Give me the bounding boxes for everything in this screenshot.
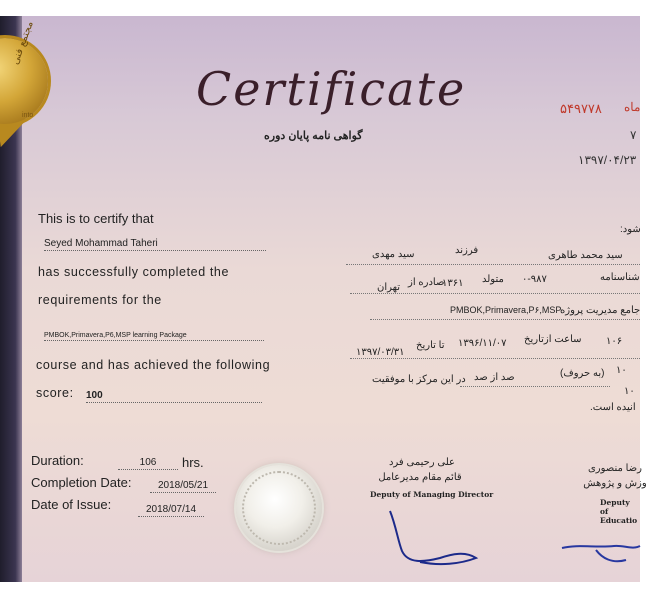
- fa-to-date: ۱۳۹۷/۰۳/۳۱: [356, 347, 405, 358]
- score-label: score:: [36, 386, 74, 400]
- certificate-title: Certificate: [196, 62, 467, 116]
- fa-success-text: در این مرکز با موفقیت: [372, 374, 466, 385]
- fa-hours: ۱۰۶: [606, 336, 623, 347]
- issue-date-fa: ۱۳۹۷/۰۴/۲۳: [578, 153, 637, 167]
- duration-unit: hrs.: [182, 455, 204, 470]
- serial-number: ۵۴۹۷۷۸: [560, 101, 602, 116]
- fa-son-label: فرزند: [455, 245, 479, 256]
- completion-label: Completion Date:: [31, 475, 132, 490]
- fa-line1: شود:: [620, 224, 641, 235]
- seal-subtext: into: [22, 112, 34, 119]
- serial-label: ماه: [624, 100, 641, 114]
- fa-line6-underline: [460, 386, 610, 387]
- completion-value: 2018/05/21: [150, 480, 216, 493]
- recipient-name: Seyed Mohammad Taheri: [44, 238, 266, 251]
- fa-city: تهران: [377, 282, 401, 293]
- achieved-line: course and has achieved the following: [36, 358, 271, 372]
- fa-to-label: تا تاریخ: [416, 340, 445, 351]
- fa-father-name: سید مهدی: [372, 249, 415, 260]
- fa-id-label: شناسنامه: [600, 272, 640, 283]
- left-signature: [380, 506, 490, 566]
- number-fragment: ۷: [630, 128, 637, 142]
- duration-value: 106: [118, 457, 178, 470]
- completed-line: has successfully completed the: [38, 265, 230, 279]
- fa-score-words: صد از صد: [474, 372, 515, 383]
- fa-born-label: متولد: [482, 274, 504, 285]
- fa-course-name: PMBOK,Primavera,P۶,MSP: [450, 305, 562, 315]
- fa-id-number: ۰-۹۸۷: [522, 274, 547, 285]
- hologram-seal: [236, 465, 322, 551]
- fa-recipient-name: سید محمد طاهری: [548, 250, 623, 261]
- issue-value: 2018/07/14: [138, 504, 204, 517]
- certificate-paper: [0, 16, 647, 582]
- fa-from-date: ۱۳۹۶/۱۱/۰۷: [458, 338, 507, 349]
- certificate-subtitle-fa: گواهی نامه پایان دوره: [264, 130, 363, 142]
- right-signer-name: رضا منصوری: [587, 463, 642, 474]
- fa-line2-underline: [346, 264, 640, 265]
- fa-line3-underline: [350, 293, 640, 294]
- fa-issued-label: صادره از: [408, 277, 445, 288]
- fa-score-words-label: (به حروف): [560, 368, 605, 379]
- fa-score: ۱۰: [616, 365, 627, 376]
- fa-score-2: ۱۰: [624, 386, 635, 397]
- left-signer-title-fa: قائم مقام مدیرعامل: [378, 472, 462, 483]
- issue-label: Date of Issue:: [31, 497, 112, 512]
- requirements-line: requirements for the: [38, 293, 162, 307]
- right-signer-title-en: Deputy of Educatio: [600, 498, 638, 525]
- duration-label: Duration:: [31, 453, 84, 468]
- fa-line4-underline: [370, 319, 640, 320]
- fa-line5-underline: [350, 358, 640, 359]
- score-value: 100: [86, 390, 262, 403]
- fa-line8: انیده است.: [590, 402, 636, 413]
- left-signer-name: علی رحیمی فرد: [388, 457, 456, 468]
- left-signer-title-en: Deputy of Managing Director: [370, 490, 494, 499]
- course-name: PMBOK,Primavera,P6,MSP learning Package: [44, 332, 264, 341]
- right-signature: [556, 536, 640, 576]
- fa-hours-label: ساعت ازتاریخ: [524, 334, 582, 345]
- certify-line: This is to certify that: [38, 211, 154, 226]
- fa-born-year: ۱۳۶۱: [442, 278, 464, 289]
- right-signer-title-fa: وزش و پژوهش: [583, 478, 647, 489]
- seal-text: مجتمع فنی: [9, 19, 36, 67]
- fa-course-prefix: جامع مدیریت پروژه: [560, 305, 641, 316]
